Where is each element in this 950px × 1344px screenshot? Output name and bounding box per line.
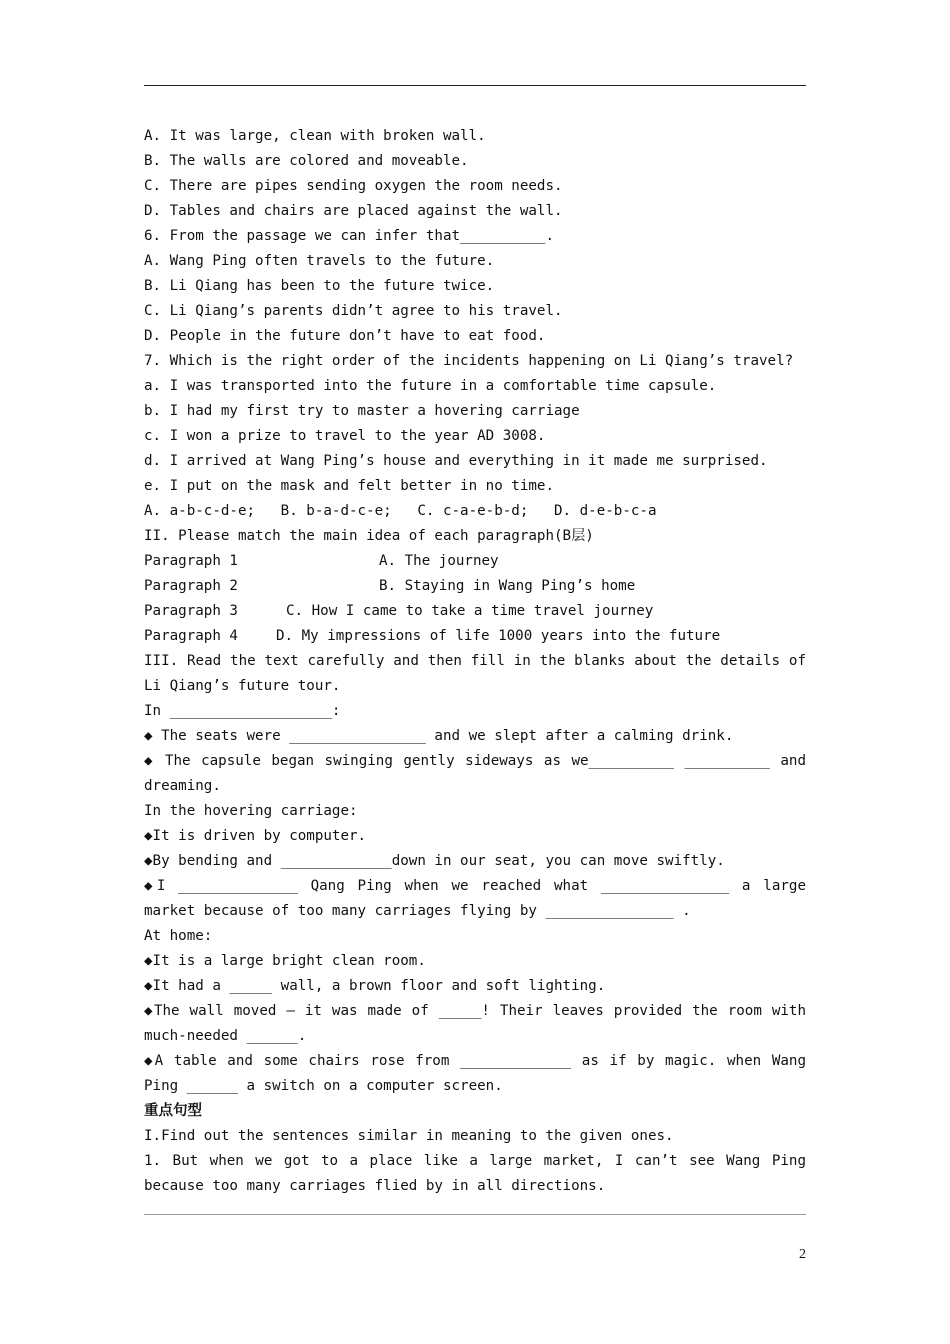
page-number: 2	[799, 1247, 806, 1262]
worksheet-content	[144, 124, 806, 1199]
home-item: ◆The wall moved — it was made of _____! Their leaves provided the room with	[144, 1003, 806, 1019]
section2-title: II. Please match the main idea of each paragraph(B层)	[144, 528, 594, 544]
header-rule	[144, 85, 806, 86]
q7-incident-c: c. I won a prize to travel to the year AD 3008.	[144, 428, 546, 444]
q6-question: 6. From the passage we can infer that__________.	[144, 228, 554, 244]
capsule-item: ◆ The capsule began swinging gently sideways as we__________ __________ and	[144, 753, 806, 769]
q7-incident-b: b. I had my first try to master a hovering carriage	[144, 403, 580, 419]
q5-option-b: B. The walls are colored and moveable.	[144, 153, 469, 169]
match-row	[144, 574, 806, 599]
capsule-heading: In ___________________:	[144, 703, 341, 719]
answer-line	[144, 1214, 806, 1215]
key-pattern-sentence: 1. But when we got to a place like a large market, I can’t see Wang Ping	[144, 1153, 806, 1169]
q7-incident-e: e. I put on the mask and felt better in no time.	[144, 478, 554, 494]
capsule-item-cont: dreaming.	[144, 778, 221, 794]
carriage-item: ◆I ______________ Qang Ping when we reached what _______________ a large	[144, 878, 806, 894]
paragraph-label: Paragraph 1	[144, 553, 238, 569]
main-idea: C. How I came to take a time travel journey	[286, 603, 654, 619]
capsule-item: ◆ The seats were ________________ and we slept after a calming drink.	[144, 728, 734, 744]
section3-title-cont: Li Qiang’s future tour.	[144, 678, 341, 694]
carriage-item: ◆By bending and _____________down in our seat, you can move swiftly.	[144, 853, 725, 869]
main-idea: B. Staying in Wang Ping’s home	[379, 578, 636, 594]
home-item: ◆A table and some chairs rose from _____________ as if by magic. when Wang	[144, 1053, 806, 1069]
q7-incident-d: d. I arrived at Wang Ping’s house and everything in it made me surprised.	[144, 453, 768, 469]
q5-option-c: C. There are pipes sending oxygen the room needs.	[144, 178, 563, 194]
key-patterns-heading: 重点句型	[144, 1103, 202, 1119]
match-row	[144, 624, 806, 649]
home-heading: At home:	[144, 928, 213, 944]
match-row	[144, 549, 806, 574]
key-pattern-sentence-cont: because too many carriages flied by in all directions.	[144, 1178, 606, 1194]
q6-option-c: C. Li Qiang’s parents didn’t agree to his travel.	[144, 303, 563, 319]
q5-option-d: D. Tables and chairs are placed against the wall.	[144, 203, 563, 219]
q6-option-b: B. Li Qiang has been to the future twice.	[144, 278, 495, 294]
main-idea: D. My impressions of life 1000 years into the future	[276, 628, 721, 644]
q6-option-d: D. People in the future don’t have to eat food.	[144, 328, 546, 344]
q7-incident-a: a. I was transported into the future in a comfortable time capsule.	[144, 378, 717, 394]
carriage-item-cont: market because of too many carriages flying by _______________ .	[144, 903, 691, 919]
home-item: ◆It is a large bright clean room.	[144, 953, 426, 969]
home-item-cont: much-needed ______.	[144, 1028, 307, 1044]
paragraph-label: Paragraph 3	[144, 603, 238, 619]
section3-title: III. Read the text carefully and then fill in the blanks about the details of	[144, 653, 806, 669]
q7-choices: A. a-b-c-d-e; B. b-a-d-c-e; C. c-a-e-b-d; D. d-e-b-c-a	[144, 503, 657, 519]
q6-option-a: A. Wang Ping often travels to the future.	[144, 253, 495, 269]
match-row	[144, 599, 806, 624]
q5-option-a: A. It was large, clean with broken wall.	[144, 128, 486, 144]
carriage-heading: In the hovering carriage:	[144, 803, 358, 819]
paragraph-label: Paragraph 2	[144, 578, 238, 594]
paragraph-label: Paragraph 4	[144, 628, 238, 644]
home-item-cont: Ping ______ a switch on a computer screen.	[144, 1078, 503, 1094]
home-item: ◆It had a _____ wall, a brown floor and soft lighting.	[144, 978, 606, 994]
key-patterns-instruction: I.Find out the sentences similar in meaning to the given ones.	[144, 1128, 674, 1144]
q7-question: 7. Which is the right order of the incidents happening on Li Qiang’s travel?	[144, 353, 794, 369]
carriage-item: ◆It is driven by computer.	[144, 828, 367, 844]
main-idea: A. The journey	[379, 553, 499, 569]
